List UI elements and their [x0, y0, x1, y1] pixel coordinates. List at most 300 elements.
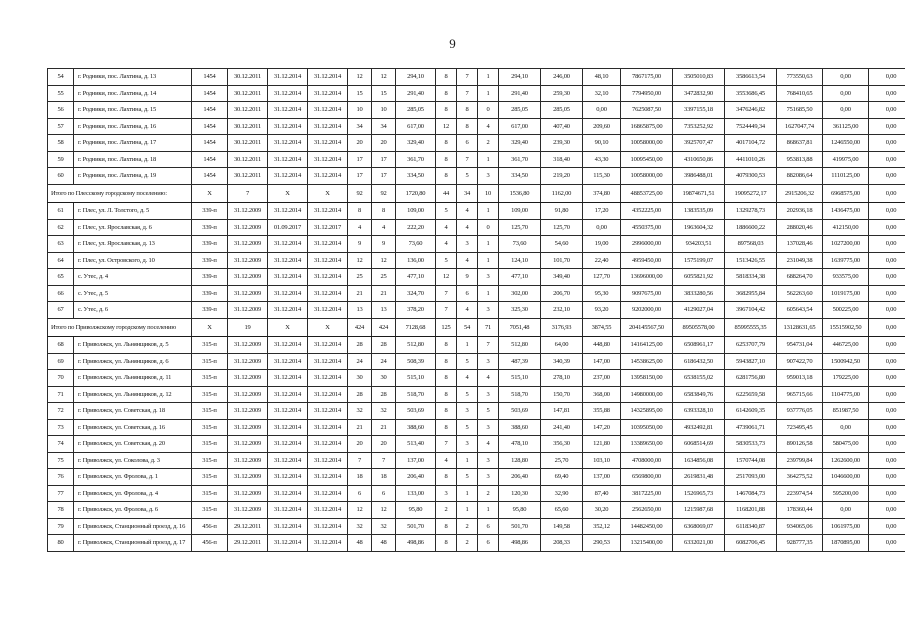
total-value-cell: 19 [228, 318, 268, 337]
table-row [48, 135, 905, 152]
value-cell: 501,70 [396, 518, 436, 535]
value-cell: 20 [348, 436, 372, 453]
value-cell: 1262600,00 [823, 452, 869, 469]
value-cell: 31.12.2014 [308, 269, 348, 286]
value-cell: 18 [348, 469, 372, 486]
value-cell: 723495,45 [777, 419, 823, 436]
value-cell: 6 [372, 485, 396, 502]
value-cell: 3 [457, 403, 478, 420]
value-cell: 0,00 [869, 337, 905, 354]
value-cell: 3 [478, 452, 499, 469]
value-cell: 6 [457, 285, 478, 302]
value-cell: 4352225,00 [621, 203, 673, 220]
value-cell: 30.12.2011 [228, 135, 268, 152]
value-cell: 209,60 [583, 118, 621, 135]
value-cell: 12 [436, 269, 457, 286]
value-cell: 0,00 [869, 151, 905, 168]
table-row [48, 203, 905, 220]
value-cell: 9097675,00 [621, 285, 673, 302]
address-cell: с. Утес, д. 4 [74, 269, 192, 286]
address-cell: с. Утес, д. 5 [74, 285, 192, 302]
value-cell: 149,58 [541, 518, 583, 535]
row-number-cell: 75 [48, 452, 74, 469]
value-cell: 0,00 [869, 203, 905, 220]
value-cell: 32 [372, 403, 396, 420]
value-cell: 364275,52 [777, 469, 823, 486]
value-cell: 334,50 [499, 168, 541, 185]
value-cell: 31.12.2014 [268, 337, 308, 354]
value-cell: 2517093,00 [725, 469, 777, 486]
value-cell: 6142609,35 [725, 403, 777, 420]
value-cell: 19,00 [583, 236, 621, 253]
value-cell: 773550,63 [777, 69, 823, 86]
value-cell: 4932492,81 [673, 419, 725, 436]
value-cell: 32,10 [583, 85, 621, 102]
total-value-cell: 7051,48 [499, 318, 541, 337]
value-cell: 31.12.2009 [228, 403, 268, 420]
value-cell: 95,80 [396, 502, 436, 519]
value-cell: 4 [436, 452, 457, 469]
value-cell: 361125,00 [823, 118, 869, 135]
value-cell: 5 [457, 386, 478, 403]
value-cell: 302,00 [499, 285, 541, 302]
value-cell: 31.12.2009 [228, 419, 268, 436]
total-value-cell: 0,00 [869, 184, 905, 203]
value-cell: 515,10 [396, 370, 436, 387]
value-cell: 0,00 [869, 535, 905, 552]
value-cell: 6225659,58 [725, 386, 777, 403]
value-cell: 8 [436, 337, 457, 354]
value-cell: 64,00 [541, 337, 583, 354]
value-cell: 178360,44 [777, 502, 823, 519]
value-cell: 13696000,00 [621, 269, 673, 286]
value-cell: 206,40 [396, 469, 436, 486]
row-number-cell: 61 [48, 203, 74, 220]
value-cell: 0,00 [869, 102, 905, 119]
table-row [48, 518, 905, 535]
value-cell: 208,33 [541, 535, 583, 552]
table-row [48, 485, 905, 502]
value-cell: 31.12.2014 [308, 69, 348, 86]
row-number-cell: 57 [48, 118, 74, 135]
value-cell: 6281756,80 [725, 370, 777, 387]
value-cell: 31.12.2014 [308, 403, 348, 420]
total-value-cell: 54 [457, 318, 478, 337]
table-row [48, 452, 905, 469]
value-cell: 7 [436, 302, 457, 319]
table-row [48, 370, 905, 387]
value-cell: 503,69 [499, 403, 541, 420]
total-value-cell: 0,00 [869, 318, 905, 337]
value-cell: 202936,18 [777, 203, 823, 220]
value-cell: 5 [457, 353, 478, 370]
value-cell: 0,00 [823, 419, 869, 436]
row-number-cell: 54 [48, 69, 74, 86]
value-cell: 324,70 [396, 285, 436, 302]
address-cell: г. Приволжск, ул. Советская, д. 20 [74, 436, 192, 453]
address-cell: г. Плес, ул. Ярославская, д. 13 [74, 236, 192, 253]
value-cell: 136,00 [396, 252, 436, 269]
value-cell: 4 [478, 370, 499, 387]
value-cell: 456-п [192, 535, 228, 552]
value-cell: 4129027,04 [673, 302, 725, 319]
value-cell: 22,40 [583, 252, 621, 269]
row-number-cell: 80 [48, 535, 74, 552]
total-value-cell: 424 [348, 318, 372, 337]
value-cell: 14980000,00 [621, 386, 673, 403]
address-cell: г. Родники, пос. Лахтина, д. 15 [74, 102, 192, 119]
value-cell: 1 [478, 203, 499, 220]
total-value-cell: 71 [478, 318, 499, 337]
value-cell: 6 [348, 485, 372, 502]
table-row [48, 69, 905, 86]
value-cell: 2996000,00 [621, 236, 673, 253]
value-cell: 8 [436, 168, 457, 185]
value-cell: 95,80 [499, 502, 541, 519]
table-row [48, 353, 905, 370]
value-cell: 3397155,18 [673, 102, 725, 119]
value-cell: 1627047,74 [777, 118, 823, 135]
value-cell: 28 [372, 337, 396, 354]
value-cell: 18 [372, 469, 396, 486]
row-number-cell: 78 [48, 502, 74, 519]
value-cell: 109,00 [499, 203, 541, 220]
value-cell: 31.12.2014 [268, 285, 308, 302]
value-cell: 9202000,00 [621, 302, 673, 319]
value-cell: 31.12.2014 [268, 252, 308, 269]
value-cell: 954731,04 [777, 337, 823, 354]
value-cell: 87,40 [583, 485, 621, 502]
row-number-cell: 58 [48, 135, 74, 152]
value-cell: 8 [436, 151, 457, 168]
value-cell: 907422,70 [777, 353, 823, 370]
value-cell: 31.12.2009 [228, 485, 268, 502]
table-row [48, 168, 905, 185]
value-cell: 456-п [192, 518, 228, 535]
value-cell: 120,30 [499, 485, 541, 502]
value-cell: 0,00 [869, 370, 905, 387]
value-cell: 4959450,00 [621, 252, 673, 269]
value-cell: 1 [457, 502, 478, 519]
value-cell: 478,10 [499, 436, 541, 453]
value-cell: 3 [436, 485, 457, 502]
value-cell: 13958150,00 [621, 370, 673, 387]
value-cell: 24 [372, 353, 396, 370]
value-cell: 8 [372, 203, 396, 220]
value-cell: 1215987,68 [673, 502, 725, 519]
value-cell: 31.12.2014 [308, 285, 348, 302]
value-cell: 31.12.2014 [268, 502, 308, 519]
value-cell: 31.12.2014 [308, 419, 348, 436]
value-cell: 580475,00 [823, 436, 869, 453]
value-cell: 4 [457, 302, 478, 319]
value-cell: 10395050,00 [621, 419, 673, 436]
value-cell: 0,00 [583, 219, 621, 236]
value-cell: 4 [478, 436, 499, 453]
value-cell: 31.12.2014 [308, 102, 348, 119]
row-number-cell: 60 [48, 168, 74, 185]
value-cell: 487,39 [499, 353, 541, 370]
address-cell: г. Приволжск, ул. Фролова, д. 6 [74, 502, 192, 519]
value-cell: 222,20 [396, 219, 436, 236]
row-number-cell: 70 [48, 370, 74, 387]
value-cell: 32 [372, 518, 396, 535]
value-cell: 1383535,09 [673, 203, 725, 220]
address-cell: г. Родники, пос. Лахтина, д. 16 [74, 118, 192, 135]
value-cell: 231049,38 [777, 252, 823, 269]
total-value-cell: 374,80 [583, 184, 621, 203]
value-cell: 3 [457, 436, 478, 453]
value-cell: 1104775,00 [823, 386, 869, 403]
table-total-row [48, 184, 905, 203]
value-cell: 7 [478, 337, 499, 354]
value-cell: 8 [436, 419, 457, 436]
value-cell: 32,90 [541, 485, 583, 502]
value-cell: 3472832,90 [673, 85, 725, 102]
value-cell: 498,86 [499, 535, 541, 552]
value-cell: 890126,58 [777, 436, 823, 453]
table-row [48, 469, 905, 486]
value-cell: 73,60 [396, 236, 436, 253]
value-cell: 31.12.2014 [308, 535, 348, 552]
address-cell: г. Приволжск, ул. Льнянщиков, д. 6 [74, 353, 192, 370]
value-cell: 953813,88 [777, 151, 823, 168]
table-row [48, 403, 905, 420]
value-cell: 315-п [192, 370, 228, 387]
total-value-cell: 7 [228, 184, 268, 203]
value-cell: 21 [372, 285, 396, 302]
value-cell: 513,40 [396, 436, 436, 453]
value-cell: 150,70 [541, 386, 583, 403]
value-cell: 8 [436, 135, 457, 152]
total-value-cell: 3874,55 [583, 318, 621, 337]
value-cell: 31.12.2014 [268, 535, 308, 552]
value-cell: 8 [436, 403, 457, 420]
value-cell: 4079300,53 [725, 168, 777, 185]
value-cell: 4 [436, 236, 457, 253]
value-cell: 285,05 [499, 102, 541, 119]
value-cell: 339-п [192, 219, 228, 236]
address-cell: г. Родники, пос. Лахтина, д. 13 [74, 69, 192, 86]
value-cell: 562263,60 [777, 285, 823, 302]
value-cell: 477,10 [396, 269, 436, 286]
address-cell: г. Приволжск, ул. Советская, д. 18 [74, 403, 192, 420]
value-cell: 959013,18 [777, 370, 823, 387]
value-cell: 501,70 [499, 518, 541, 535]
value-cell: 3 [478, 168, 499, 185]
value-cell: 34 [372, 118, 396, 135]
value-cell: 15 [348, 85, 372, 102]
value-cell: 325,30 [499, 302, 541, 319]
value-cell: 25,70 [541, 452, 583, 469]
value-cell: 31.12.2014 [308, 353, 348, 370]
value-cell: 0,00 [823, 85, 869, 102]
value-cell: 31.12.2014 [308, 502, 348, 519]
value-cell: 25 [372, 269, 396, 286]
row-number-cell: 72 [48, 403, 74, 420]
value-cell: 31.12.2014 [308, 337, 348, 354]
row-number-cell: 67 [48, 302, 74, 319]
value-cell: 65,60 [541, 502, 583, 519]
value-cell: 315-п [192, 403, 228, 420]
value-cell: 329,40 [396, 135, 436, 152]
value-cell: 29.12.2011 [228, 535, 268, 552]
value-cell: 31.12.2009 [228, 386, 268, 403]
row-number-cell: 55 [48, 85, 74, 102]
value-cell: 0,00 [869, 419, 905, 436]
value-cell: 31.12.2014 [268, 236, 308, 253]
value-cell: 4 [457, 252, 478, 269]
total-value-cell: 34 [457, 184, 478, 203]
value-cell: 5818334,38 [725, 269, 777, 286]
value-cell: 8 [436, 386, 457, 403]
value-cell: 1 [457, 337, 478, 354]
value-cell: 206,40 [499, 469, 541, 486]
value-cell: 128,80 [499, 452, 541, 469]
value-cell: 315-п [192, 469, 228, 486]
value-cell: 3833280,56 [673, 285, 725, 302]
value-cell: 4 [372, 219, 396, 236]
value-cell: 101,70 [541, 252, 583, 269]
value-cell: 4310650,86 [673, 151, 725, 168]
table-row [48, 502, 905, 519]
value-cell: 31.12.2014 [268, 168, 308, 185]
value-cell: 9 [372, 236, 396, 253]
total-value-cell: 44 [436, 184, 457, 203]
value-cell: 368,00 [583, 386, 621, 403]
value-cell: 31.12.2009 [228, 353, 268, 370]
value-cell: 16865875,00 [621, 118, 673, 135]
value-cell: 31.12.2014 [308, 302, 348, 319]
value-cell: 4 [457, 219, 478, 236]
value-cell: 897568,03 [725, 236, 777, 253]
value-cell: 115,30 [583, 168, 621, 185]
value-cell: 934203,51 [673, 236, 725, 253]
value-cell: 1454 [192, 151, 228, 168]
value-cell: 1454 [192, 118, 228, 135]
value-cell: 31.12.2014 [308, 386, 348, 403]
value-cell: 339-п [192, 302, 228, 319]
value-cell: 147,00 [583, 353, 621, 370]
value-cell: 1027200,00 [823, 236, 869, 253]
value-cell: 7353252,92 [673, 118, 725, 135]
value-cell: 17,20 [583, 203, 621, 220]
value-cell: 31.12.2014 [308, 203, 348, 220]
row-number-cell: 79 [48, 518, 74, 535]
value-cell: 0,00 [869, 252, 905, 269]
value-cell: 0 [478, 102, 499, 119]
value-cell: 5 [457, 469, 478, 486]
value-cell: 4 [348, 219, 372, 236]
value-cell: 15 [372, 85, 396, 102]
total-label-cell: Итого по Плесскому городскому поселению: [48, 184, 192, 203]
value-cell: 3476246,82 [725, 102, 777, 119]
value-cell: 31.12.2014 [268, 151, 308, 168]
value-cell: 13389650,00 [621, 436, 673, 453]
address-cell: г. Приволжск, ул. Льнянщиков, д. 12 [74, 386, 192, 403]
value-cell: 10058000,00 [621, 168, 673, 185]
value-cell: 4411010,26 [725, 151, 777, 168]
value-cell: 7867175,00 [621, 69, 673, 86]
value-cell: 6068514,69 [673, 436, 725, 453]
value-cell: 30.12.2011 [228, 85, 268, 102]
value-cell: 3682955,84 [725, 285, 777, 302]
total-value-cell: 424 [372, 318, 396, 337]
value-cell: 13 [372, 302, 396, 319]
value-cell: 93,20 [583, 302, 621, 319]
value-cell: 206,70 [541, 285, 583, 302]
value-cell: 3553686,45 [725, 85, 777, 102]
value-cell: 147,20 [583, 419, 621, 436]
value-cell: 515,10 [499, 370, 541, 387]
total-value-cell: 89505578,00 [673, 318, 725, 337]
value-cell: 315-п [192, 485, 228, 502]
value-cell: 7794950,00 [621, 85, 673, 102]
row-number-cell: 68 [48, 337, 74, 354]
value-cell: 937776,05 [777, 403, 823, 420]
total-value-cell: 204145567,50 [621, 318, 673, 337]
value-cell: 1454 [192, 102, 228, 119]
value-cell: 388,60 [396, 419, 436, 436]
value-cell: 4550375,00 [621, 219, 673, 236]
value-cell: 7 [436, 285, 457, 302]
value-cell: 8 [457, 118, 478, 135]
value-cell: 617,00 [499, 118, 541, 135]
value-cell: 8 [457, 102, 478, 119]
value-cell: 4017104,72 [725, 135, 777, 152]
total-value-cell: 15515902,50 [823, 318, 869, 337]
value-cell: 6055821,92 [673, 269, 725, 286]
value-cell: 31.12.2014 [268, 419, 308, 436]
value-cell: 1454 [192, 168, 228, 185]
value-cell: 512,80 [396, 337, 436, 354]
value-cell: 0,00 [869, 436, 905, 453]
value-cell: 6 [478, 518, 499, 535]
value-cell: 0,00 [869, 502, 905, 519]
value-cell: 2 [457, 535, 478, 552]
table-row [48, 436, 905, 453]
total-value-cell: 48853725,00 [621, 184, 673, 203]
value-cell: 31.12.2014 [268, 353, 308, 370]
value-cell: 512,80 [499, 337, 541, 354]
address-cell: с. Утес, д. 6 [74, 302, 192, 319]
value-cell: 294,10 [499, 69, 541, 86]
value-cell: 355,88 [583, 403, 621, 420]
value-cell: 3 [457, 236, 478, 253]
value-cell: 103,10 [583, 452, 621, 469]
value-cell: 127,70 [583, 269, 621, 286]
value-cell: 6253707,79 [725, 337, 777, 354]
value-cell: 407,40 [541, 118, 583, 135]
value-cell: 595200,00 [823, 485, 869, 502]
value-cell: 508,39 [396, 353, 436, 370]
value-cell: 31.12.2009 [228, 302, 268, 319]
value-cell: 2 [436, 502, 457, 519]
value-cell: 14325895,00 [621, 403, 673, 420]
value-cell: 1 [478, 285, 499, 302]
value-cell: 605643,54 [777, 302, 823, 319]
table-total-row [48, 318, 905, 337]
total-value-cell: X [268, 318, 308, 337]
row-number-cell: 62 [48, 219, 74, 236]
value-cell: 4 [478, 118, 499, 135]
value-cell: 1886600,22 [725, 219, 777, 236]
row-number-cell: 56 [48, 102, 74, 119]
value-cell: 30.12.2011 [228, 118, 268, 135]
value-cell: 5 [478, 403, 499, 420]
value-cell: 6508961,17 [673, 337, 725, 354]
value-cell: 4 [436, 219, 457, 236]
